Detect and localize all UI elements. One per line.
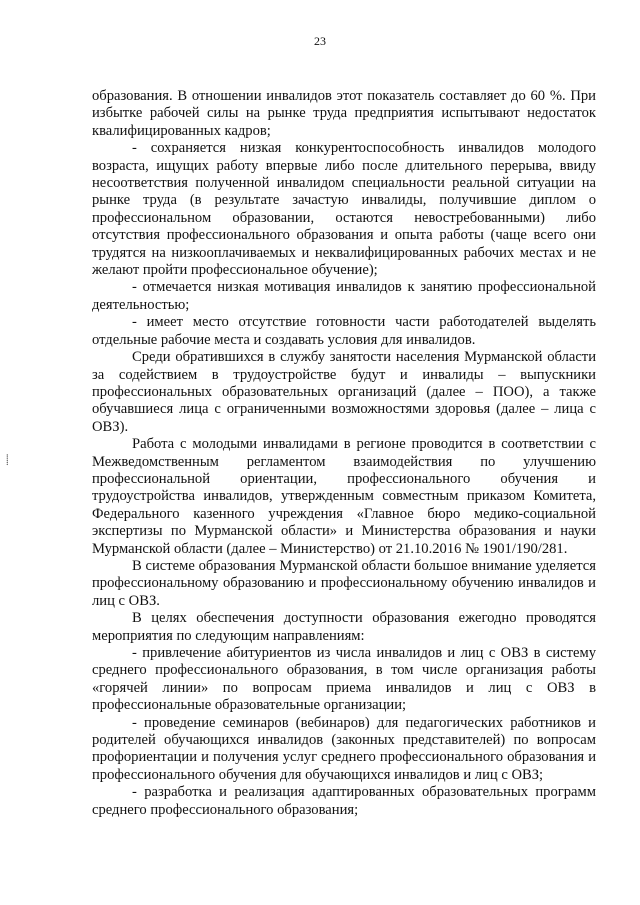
paragraph-10: - разработка и реализация адаптированных образовательных программ среднего профессионального образования; — [92, 784, 596, 818]
paragraph-1: - сохраняется низкая конкурентоспособность инвалидов молодого возраста, ищущих работу впервые либо после длительного перерыва, ввиду несоответствия полученной инвалидом специальности реальной ситуации на рынке труда (в результате зачастую инвалиды, получившие диплом о профессиональном образовании, остаются невостребованными) либо отсутствия профессионального образования и опыта работы (чаще всего они трудятся на низкооплачиваемых и неквалифицированных рабочих местах и не желают пройти профессиональное обучение); — [92, 140, 596, 279]
margin-mark: ⸽ — [6, 455, 9, 466]
paragraph-5: Работа с молодыми инвалидами в регионе проводится в соответствии с Межведомственным регламентом взаимодействия по улучшению профессиональной ориентации, профессионального обучения и трудоустройства инвалидов, утвержденным совместным приказом Комитета, Федерального казенного учреждения «Главное бюро медико-социальной экспертизы по Мурманской области» и Министерства образования и науки Мурманской области (далее – Министерство) от 21.10.2016 № 1901/190/281. — [92, 436, 596, 557]
paragraph-2: - отмечается низкая мотивация инвалидов к занятию профессиональной деятельностью; — [92, 279, 596, 313]
paragraph-8: - привлечение абитуриентов из числа инвалидов и лиц с ОВЗ в систему среднего профессионального образования, в том числе организация работы «горячей линии» по вопросам приема инвалидов и лиц с ОВЗ в профессиональные образовательные организации; — [92, 645, 596, 714]
page-number: 23 — [314, 34, 326, 48]
paragraph-4: Среди обратившихся в службу занятости населения Мурманской области за содействием в трудоустройстве будут и инвалиды – выпускники профессиональных образовательных организаций (далее – ПОО), а также обучавшиеся лица с ограниченными возможностями здоровья (далее – лица с ОВЗ). — [92, 349, 596, 435]
document-body — [92, 88, 596, 819]
paragraph-6: В системе образования Мурманской области большое внимание уделяется профессиональному образованию и профессиональному обучению инвалидов и лиц с ОВЗ. — [92, 557, 596, 609]
paragraph-9: - проведение семинаров (вебинаров) для педагогических работников и родителей обучающихся инвалидов (законных представителей) по вопросам профориентации и получения услуг среднего профессионального образования и профессионального обучения для обучающихся инвалидов и лиц с ОВЗ; — [92, 714, 596, 783]
paragraph-0: образования. В отношении инвалидов этот показатель составляет до 60 %. При избытке рабочей силы на рынке труда предприятия испытывают недостаток квалифицированных кадров; — [92, 88, 596, 139]
paragraph-7: В целях обеспечения доступности образования ежегодно проводятся мероприятия по следующим направлениям: — [92, 610, 596, 644]
paragraph-3: - имеет место отсутствие готовности части работодателей выделять отдельные рабочие места и создавать условия для инвалидов. — [92, 314, 596, 348]
